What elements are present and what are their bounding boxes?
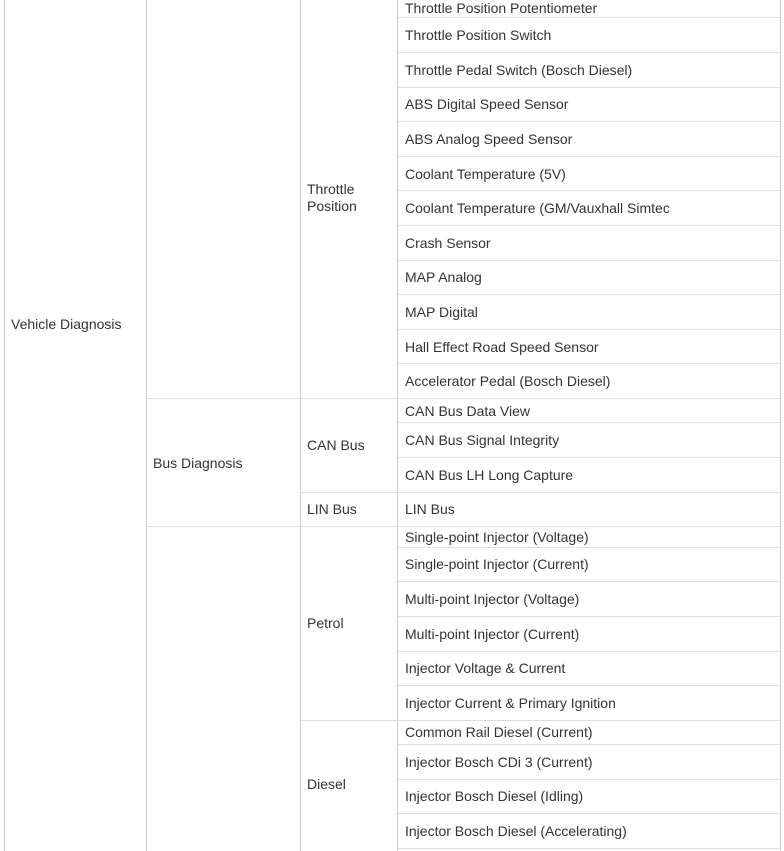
level1-label: Vehicle Diagnosis: [11, 316, 122, 332]
test-item[interactable]: Injector Current & Primary Ignition: [405, 695, 616, 711]
column-divider: [300, 0, 301, 851]
test-item[interactable]: Multi-point Injector (Voltage): [405, 591, 580, 607]
row-divider: [398, 121, 780, 122]
test-item[interactable]: Injector Bosch CDi 3 (Current): [405, 754, 593, 770]
row-divider: [301, 492, 780, 493]
test-item[interactable]: Injector Bosch Diesel (Idling): [405, 788, 584, 804]
row-divider: [398, 329, 780, 330]
category-throttle-position: Throttle Position: [307, 181, 357, 214]
test-item[interactable]: Throttle Position Potentiometer: [405, 0, 598, 16]
row-divider: [398, 190, 780, 191]
test-item[interactable]: Crash Sensor: [405, 235, 491, 251]
test-item[interactable]: CAN Bus LH Long Capture: [405, 467, 574, 483]
row-divider: [398, 547, 780, 548]
row-divider: [398, 156, 780, 157]
row-divider: [398, 779, 780, 780]
row-divider: [147, 526, 780, 527]
test-item[interactable]: Injector Bosch Diesel (Accelerating): [405, 823, 627, 839]
test-item[interactable]: LIN Bus: [405, 501, 455, 517]
test-item[interactable]: Throttle Pedal Switch (Bosch Diesel): [405, 62, 633, 78]
column-divider: [397, 0, 398, 851]
test-item[interactable]: Single-point Injector (Current): [405, 556, 589, 572]
row-divider: [398, 744, 780, 745]
test-item[interactable]: Coolant Temperature (5V): [405, 166, 566, 182]
test-item[interactable]: CAN Bus Data View: [405, 403, 531, 419]
row-divider: [398, 581, 780, 582]
row-divider: [398, 651, 780, 652]
row-divider: [398, 17, 780, 18]
row-divider: [398, 225, 780, 226]
test-item[interactable]: Throttle Position Switch: [405, 27, 552, 43]
category-diesel: Diesel: [307, 776, 346, 792]
test-item[interactable]: Common Rail Diesel (Current): [405, 724, 593, 740]
column-divider: [780, 0, 781, 851]
test-item[interactable]: MAP Analog: [405, 269, 482, 285]
category-petrol: Petrol: [307, 615, 344, 631]
test-item[interactable]: Multi-point Injector (Current): [405, 626, 580, 642]
category-can-bus: CAN Bus: [307, 437, 365, 453]
test-item[interactable]: Injector Voltage & Current: [405, 660, 566, 676]
test-item[interactable]: Coolant Temperature (GM/Vauxhall Simtec: [405, 200, 670, 216]
test-item[interactable]: ABS Analog Speed Sensor: [405, 131, 573, 147]
test-item[interactable]: CAN Bus Signal Integrity: [405, 432, 560, 448]
test-item[interactable]: Hall Effect Road Speed Sensor: [405, 339, 599, 355]
row-divider: [398, 87, 780, 88]
row-divider: [398, 616, 780, 617]
row-divider: [398, 457, 780, 458]
test-item[interactable]: Accelerator Pedal (Bosch Diesel): [405, 373, 611, 389]
row-divider: [398, 260, 780, 261]
row-divider: [398, 685, 780, 686]
row-divider: [398, 363, 780, 364]
test-item[interactable]: Single-point Injector (Voltage): [405, 529, 589, 545]
test-item[interactable]: ABS Digital Speed Sensor: [405, 96, 569, 112]
row-divider: [147, 398, 780, 399]
row-divider: [398, 848, 780, 849]
column-divider: [146, 0, 147, 851]
column-divider: [4, 0, 5, 851]
category-lin-bus: LIN Bus: [307, 501, 357, 517]
row-divider: [301, 720, 780, 721]
row-divider: [398, 813, 780, 814]
test-item[interactable]: MAP Digital: [405, 304, 478, 320]
row-divider: [398, 294, 780, 295]
row-divider: [398, 422, 780, 423]
group-bus-diagnosis: Bus Diagnosis: [153, 455, 243, 471]
row-divider: [398, 52, 780, 53]
